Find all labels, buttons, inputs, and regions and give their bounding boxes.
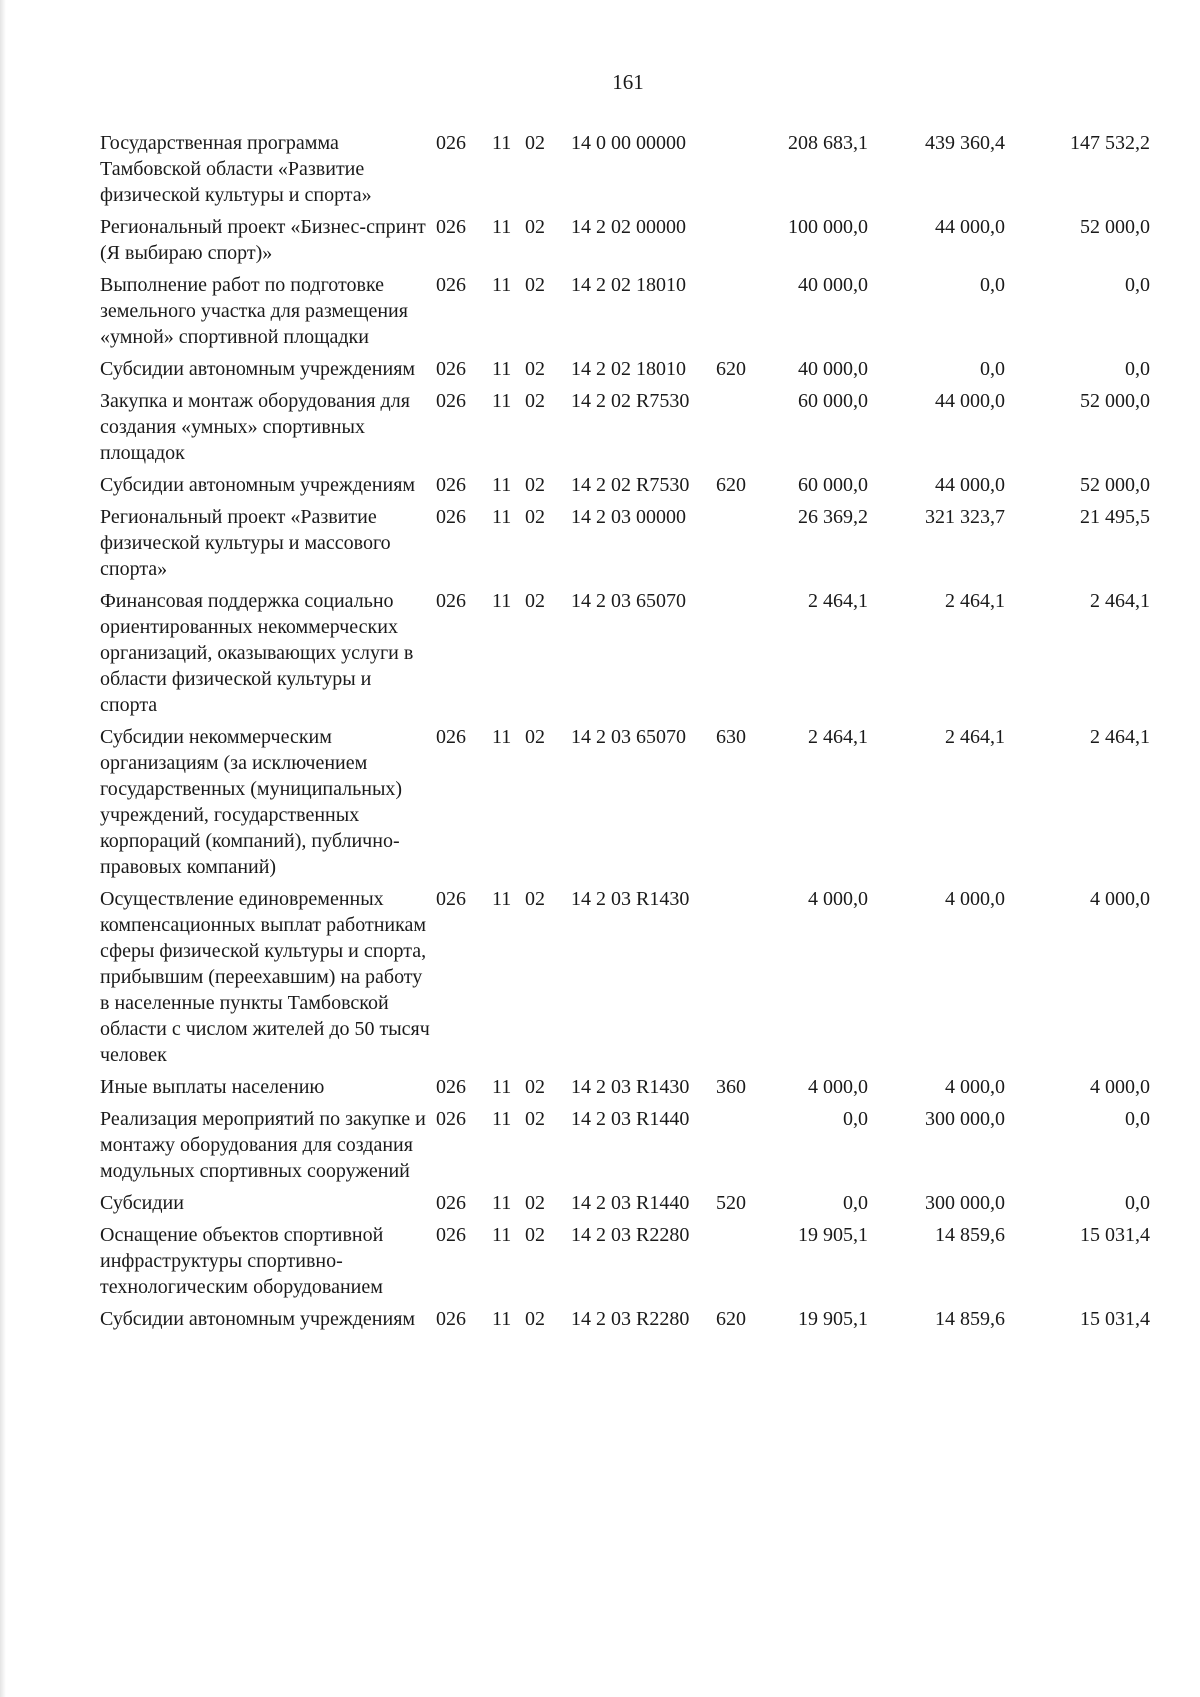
row-name: Закупка и монтаж оборудования для создания «умных» спортивных площадок [100,390,410,464]
row-target-article: 14 2 02 18010 [571,274,686,296]
row-section-code: 11 [492,474,512,496]
row-amount-year-3: 0,0 [1125,1108,1150,1130]
row-target-article: 14 2 03 00000 [571,506,686,528]
row-section-code: 11 [492,1224,512,1246]
table-row [100,588,1170,718]
row-target-article: 14 0 00 00000 [571,132,686,154]
row-name: Государственная программа Тамбовской области «Развитие физической культуры и спорта» [100,132,372,206]
row-amount-year-3: 0,0 [1125,274,1150,296]
row-amount-year-1: 40 000,0 [798,358,868,380]
row-expense-type: 620 [716,358,746,380]
row-target-article: 14 2 03 R2280 [571,1224,690,1246]
row-expense-type: 630 [716,726,746,748]
table-row [100,1306,1170,1332]
row-section-code: 11 [492,390,512,412]
row-section-code: 11 [492,1108,512,1130]
row-ministry-code: 026 [436,888,466,910]
table-row [100,130,1170,208]
row-name: Региональный проект «Развитие физической культуры и массового спорта» [100,506,391,580]
row-subsection-code: 02 [525,274,545,296]
row-section-code: 11 [492,726,512,748]
row-amount-year-2: 300 000,0 [925,1108,1005,1130]
row-subsection-code: 02 [525,1108,545,1130]
row-amount-year-2: 2 464,1 [945,726,1005,748]
row-ministry-code: 026 [436,390,466,412]
row-amount-year-3: 15 031,4 [1080,1224,1150,1246]
row-amount-year-2: 44 000,0 [935,216,1005,238]
row-target-article: 14 2 02 18010 [571,358,686,380]
row-ministry-code: 026 [436,1192,466,1214]
row-name: Субсидии [100,1192,184,1214]
row-amount-year-1: 2 464,1 [808,726,868,748]
table-row [100,504,1170,582]
row-ministry-code: 026 [436,216,466,238]
table-row [100,472,1170,498]
row-subsection-code: 02 [525,1224,545,1246]
row-name: Субсидии автономным учреждениям [100,1308,416,1330]
row-section-code: 11 [492,888,512,910]
row-amount-year-1: 60 000,0 [798,474,868,496]
row-amount-year-1: 26 369,2 [798,506,868,528]
row-target-article: 14 2 03 R1430 [571,1076,690,1098]
row-amount-year-3: 2 464,1 [1090,590,1150,612]
row-name: Осуществление единовременных компенсационных выплат работникам сферы физической культуры и спорта, прибывшим (переехавшим) на работу в населенные пункты Тамбовской области с числом жителей до 50 тысяч человек [100,888,430,1066]
row-amount-year-2: 14 859,6 [935,1308,1005,1330]
row-amount-year-1: 0,0 [843,1192,868,1214]
row-amount-year-2: 4 000,0 [945,1076,1005,1098]
row-amount-year-3: 4 000,0 [1090,1076,1150,1098]
row-section-code: 11 [492,274,512,296]
table-row [100,214,1170,266]
row-subsection-code: 02 [525,888,545,910]
row-expense-type: 620 [716,474,746,496]
row-target-article: 14 2 03 R2280 [571,1308,690,1330]
table-row [100,1222,1170,1300]
row-subsection-code: 02 [525,1076,545,1098]
row-amount-year-2: 0,0 [980,274,1005,296]
row-expense-type: 620 [716,1308,746,1330]
row-amount-year-2: 2 464,1 [945,590,1005,612]
row-amount-year-1: 208 683,1 [788,132,868,154]
row-amount-year-1: 4 000,0 [808,888,868,910]
row-name: Субсидии автономным учреждениям [100,358,416,380]
row-ministry-code: 026 [436,726,466,748]
row-amount-year-1: 40 000,0 [798,274,868,296]
page-number: 161 [612,70,644,94]
row-amount-year-2: 321 323,7 [925,506,1005,528]
row-amount-year-1: 19 905,1 [798,1308,868,1330]
row-amount-year-1: 4 000,0 [808,1076,868,1098]
table-row [100,356,1170,382]
row-amount-year-3: 4 000,0 [1090,888,1150,910]
row-amount-year-2: 14 859,6 [935,1224,1005,1246]
row-section-code: 11 [492,1308,512,1330]
row-subsection-code: 02 [525,726,545,748]
row-amount-year-1: 19 905,1 [798,1224,868,1246]
row-amount-year-2: 44 000,0 [935,474,1005,496]
row-ministry-code: 026 [436,358,466,380]
row-ministry-code: 026 [436,1076,466,1098]
row-subsection-code: 02 [525,474,545,496]
scan-edge-shadow [0,0,6,1697]
row-ministry-code: 026 [436,474,466,496]
row-amount-year-3: 147 532,2 [1070,132,1150,154]
row-section-code: 11 [492,216,512,238]
row-section-code: 11 [492,590,512,612]
table-row [100,388,1170,466]
row-name: Выполнение работ по подготовке земельного участка для размещения «умной» спортивной площадки [100,274,408,348]
row-amount-year-1: 2 464,1 [808,590,868,612]
row-target-article: 14 2 03 R1440 [571,1108,690,1130]
row-amount-year-2: 44 000,0 [935,390,1005,412]
row-amount-year-3: 0,0 [1125,1192,1150,1214]
row-target-article: 14 2 02 00000 [571,216,686,238]
row-expense-type: 520 [716,1192,746,1214]
row-subsection-code: 02 [525,216,545,238]
row-name: Субсидии некоммерческим организациям (за исключением государственных (муниципальных) учреждений, государственных корпораций (компаний), публично-правовых компаний) [100,726,403,878]
row-ministry-code: 026 [436,1308,466,1330]
row-amount-year-2: 300 000,0 [925,1192,1005,1214]
row-expense-type: 360 [716,1076,746,1098]
row-amount-year-3: 52 000,0 [1080,390,1150,412]
row-subsection-code: 02 [525,506,545,528]
row-ministry-code: 026 [436,1108,466,1130]
row-subsection-code: 02 [525,1308,545,1330]
row-name: Иные выплаты населению [100,1076,325,1098]
row-amount-year-3: 21 495,5 [1080,506,1150,528]
table-row [100,1190,1170,1216]
row-ministry-code: 026 [436,590,466,612]
row-name: Финансовая поддержка социально ориентированных некоммерческих организаций, оказывающих услуги в области физической культуры и спорта [100,590,414,716]
row-amount-year-3: 52 000,0 [1080,474,1150,496]
row-section-code: 11 [492,506,512,528]
table-row [100,1106,1170,1184]
row-ministry-code: 026 [436,506,466,528]
row-amount-year-3: 0,0 [1125,358,1150,380]
row-amount-year-1: 0,0 [843,1108,868,1130]
table-row [100,724,1170,880]
row-target-article: 14 2 02 R7530 [571,474,690,496]
row-target-article: 14 2 03 R1430 [571,888,690,910]
row-ministry-code: 026 [436,274,466,296]
table-row [100,272,1170,350]
row-amount-year-3: 15 031,4 [1080,1308,1150,1330]
row-name: Региональный проект «Бизнес-спринт (Я выбираю спорт)» [100,216,426,264]
row-section-code: 11 [492,358,512,380]
row-target-article: 14 2 03 65070 [571,726,686,748]
row-amount-year-1: 100 000,0 [788,216,868,238]
row-section-code: 11 [492,1192,512,1214]
row-amount-year-2: 0,0 [980,358,1005,380]
row-amount-year-3: 2 464,1 [1090,726,1150,748]
row-subsection-code: 02 [525,1192,545,1214]
row-target-article: 14 2 03 R1440 [571,1192,690,1214]
row-name: Реализация мероприятий по закупке и монтажу оборудования для создания модульных спортивных сооружений [100,1108,426,1182]
row-ministry-code: 026 [436,1224,466,1246]
row-amount-year-2: 439 360,4 [925,132,1005,154]
budget-table [100,130,1170,1338]
row-subsection-code: 02 [525,590,545,612]
row-name: Оснащение объектов спортивной инфраструктуры спортивно-технологическим оборудованием [100,1224,384,1298]
row-amount-year-1: 60 000,0 [798,390,868,412]
row-section-code: 11 [492,1076,512,1098]
row-subsection-code: 02 [525,132,545,154]
row-subsection-code: 02 [525,358,545,380]
table-row [100,1074,1170,1100]
row-amount-year-3: 52 000,0 [1080,216,1150,238]
row-target-article: 14 2 03 65070 [571,590,686,612]
row-section-code: 11 [492,132,512,154]
row-subsection-code: 02 [525,390,545,412]
row-target-article: 14 2 02 R7530 [571,390,690,412]
row-name: Субсидии автономным учреждениям [100,474,416,496]
row-amount-year-2: 4 000,0 [945,888,1005,910]
row-ministry-code: 026 [436,132,466,154]
table-row [100,886,1170,1068]
